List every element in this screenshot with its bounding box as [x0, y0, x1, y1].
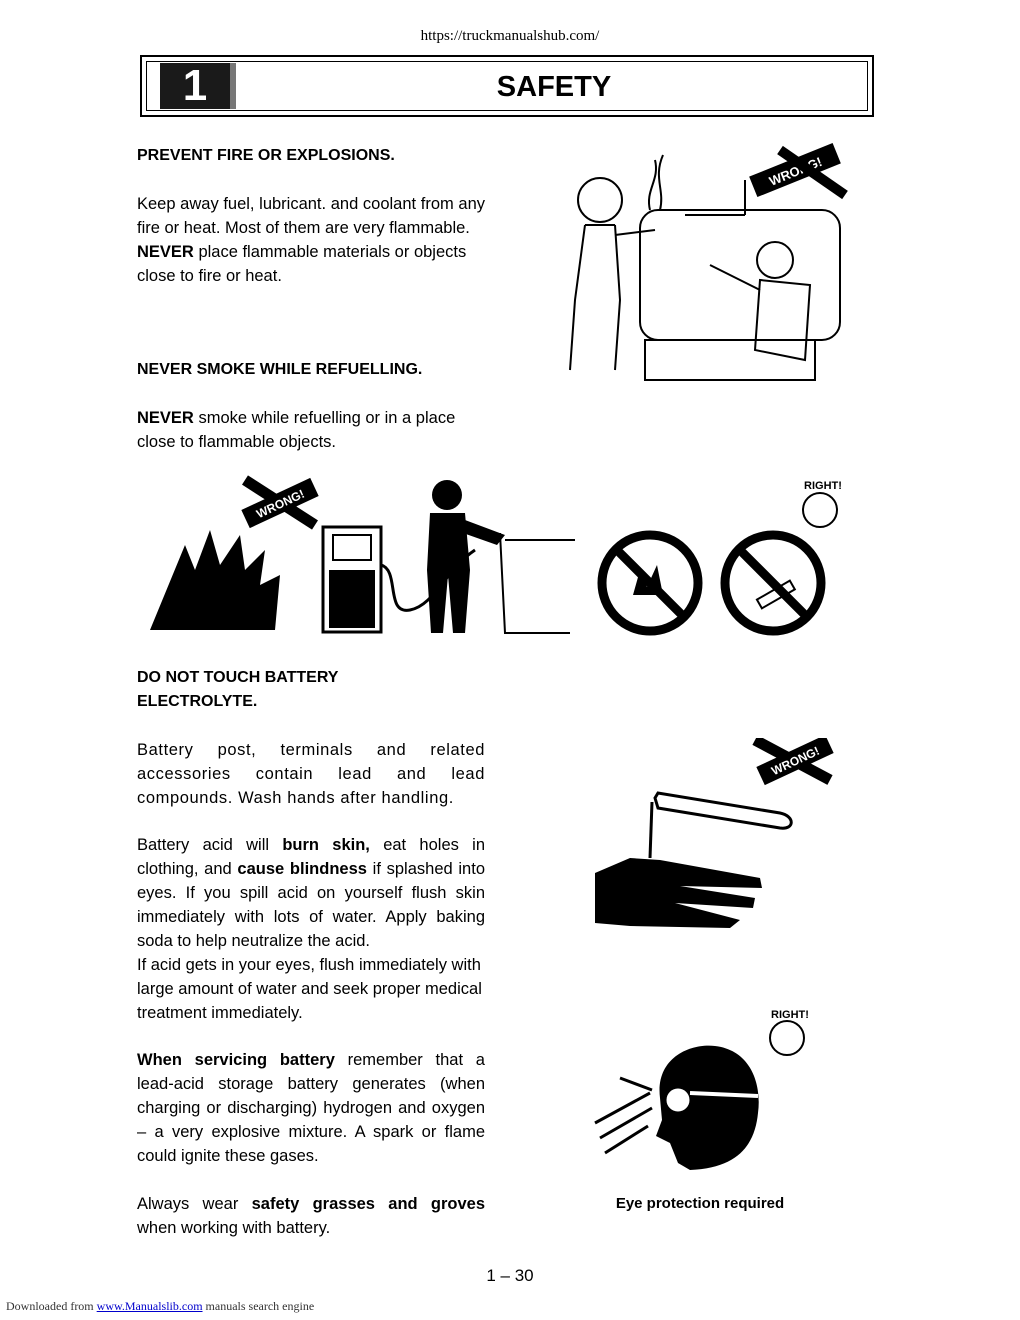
section-heading: ELECTROLYTE.	[137, 693, 258, 710]
paragraph: Battery acid will burn skin, eat holes in clothing, and cause blindness if splashed into eyes. If you spill acid on yourself flush skin immediately with lots of water. Apply baking soda to help neutralize the acid.	[137, 836, 486, 950]
wrong-badge-label: WRONG!	[769, 743, 822, 779]
refuelling-illustration	[145, 475, 865, 640]
paragraph: Battery post, terminals and related accessories contain lead and lead compounds. Wash hands after handling.	[137, 741, 485, 807]
head-with-goggles-icon	[656, 1046, 759, 1170]
chapter-header	[140, 55, 874, 117]
section-heading: DO NOT TOUCH BATTERY	[137, 669, 339, 686]
fire-workers-illustration	[545, 140, 850, 385]
manualslib-link[interactable]: www.Manualslib.com	[96, 1299, 203, 1313]
download-footer: Downloaded from www.Manualslib.com manuals search engine	[6, 1299, 315, 1313]
right-badge-label: RIGHT!	[771, 1009, 809, 1021]
acid-hand-illustration	[590, 738, 840, 938]
wrong-badge-label: WRONG!	[766, 154, 825, 189]
right-badge-label: RIGHT!	[804, 480, 842, 492]
right-badge-icon	[803, 480, 842, 527]
page-number: 1 – 30	[486, 1266, 534, 1285]
person-refuelling-icon	[427, 480, 505, 633]
paragraph: If acid gets in your eyes, flush immediately with large amount of water and seek proper medical treatment immediately.	[137, 956, 482, 1022]
section-heading: PREVENT FIRE OR EXPLOSIONS.	[137, 147, 395, 164]
paragraph: NEVER place flammable materials or objects close to fire or heat.	[137, 243, 467, 285]
eye-protection-illustration	[590, 1008, 835, 1178]
section-battery	[137, 666, 485, 1240]
test-tube-icon	[650, 793, 791, 858]
right-badge-icon	[770, 1009, 809, 1055]
wrong-badge-label: WRONG!	[254, 486, 307, 522]
section-smoke	[137, 358, 485, 454]
page-title: SAFETY	[496, 71, 612, 103]
hand-icon	[595, 858, 762, 928]
paragraph: When servicing battery remember that a lead-acid storage battery generates (when charging or discharging) hydrogen and oxygen – a very explosive mixture. A spark or flame could ignite these gases.	[137, 1051, 485, 1165]
no-fire-icon	[602, 535, 698, 631]
paragraph: Keep away fuel, lubricant. and coolant from any fire or heat. Most of them are very flammable.	[137, 195, 485, 237]
chapter-number: 1	[160, 63, 230, 109]
source-url: https://truckmanualshub.com/	[420, 28, 600, 44]
section-fire	[137, 144, 485, 288]
section-heading: NEVER SMOKE WHILE REFUELLING.	[137, 361, 423, 378]
no-smoking-icon	[725, 535, 821, 631]
paragraph: NEVER smoke while refuelling or in a place close to flammable objects.	[137, 409, 456, 451]
fire-icon	[150, 530, 280, 630]
splash-arrows-icon	[595, 1078, 652, 1153]
paragraph: Always wear safety grasses and groves when working with battery.	[137, 1195, 485, 1237]
image-caption: Eye protection required	[615, 1195, 785, 1212]
